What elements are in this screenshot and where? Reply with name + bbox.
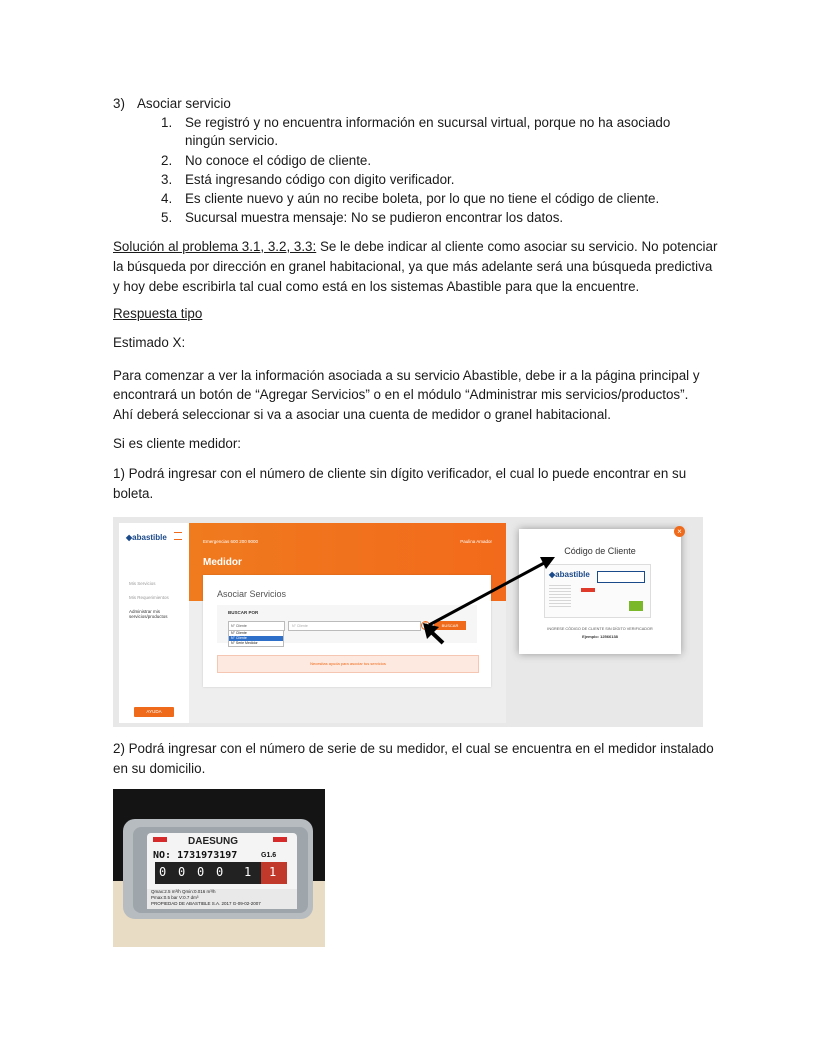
meter-digit: 0 xyxy=(197,865,205,879)
meter-digit: 1 xyxy=(244,865,252,879)
list-item-number: 1. xyxy=(161,115,173,130)
medidor-intro: Si es cliente medidor: xyxy=(113,436,242,451)
sidebar-item-services: Mis Servicios xyxy=(129,581,156,586)
list-item: Está ingresando código con digito verificador. xyxy=(185,172,455,187)
portal-screenshot xyxy=(113,517,703,727)
meter-spec: Qmax:2.5 m³/h Qmin:0.016 m³/h xyxy=(151,889,216,894)
list-item-number: 2. xyxy=(161,153,173,168)
solution-line-3: y hoy debe escribirla tal cual como está en los sistemas Abastible para que la encuentre. xyxy=(113,279,640,294)
step-1-line: 1) Podrá ingresar con el número de cliente sin dígito verificador, el cual lo puede encontrar en su xyxy=(113,466,687,481)
meter-model: G1.6 xyxy=(261,852,277,859)
dropdown-option: N° Cliente xyxy=(229,636,283,641)
step-2-line: en su domicilio. xyxy=(113,761,206,776)
sidebar-item-requests: Mis Requerimientos xyxy=(129,595,169,600)
meter-digit: 0 xyxy=(159,865,167,879)
section-title: Asociar servicio xyxy=(137,96,231,111)
close-icon: × xyxy=(674,526,685,537)
response-heading: Respuesta tipo xyxy=(113,306,203,321)
list-item-number: 5. xyxy=(161,210,173,225)
response-paragraph-line: encontrará un botón de “Agregar Servicios” o en el módulo “Administrar mis servicios/productos”. xyxy=(113,387,689,402)
list-item-continued: ningún servicio. xyxy=(185,133,279,148)
list-item: Se registró y no encuentra información en sucursal virtual, porque no ha asociado xyxy=(185,115,671,130)
card-title: Asociar Servicios xyxy=(217,589,287,599)
meter-digit: 0 xyxy=(178,865,186,879)
solution-label: Solución al problema 3.1, 3.2, 3.3: xyxy=(113,239,317,254)
filter-label: BUSCAR POR xyxy=(228,610,259,615)
meter-spec: Pmax:0.5 bar V:0.7 dm³ xyxy=(151,895,199,900)
step-2-line: 2) Podrá ingresar con el número de serie de su medidor, el cual se encuentra en el medidor instalado xyxy=(113,741,714,756)
page-title: Medidor xyxy=(203,557,242,568)
phone-number: Emergencias 600 200 9000 xyxy=(203,539,259,544)
client-number-input: N° Cliente xyxy=(288,621,421,631)
list-item-number: 4. xyxy=(161,191,173,206)
response-greeting: Estimado X: xyxy=(113,335,186,350)
modal-hint: INGRESE CÓDIGO DE CLIENTE SIN DÍGITO VERIFICADOR xyxy=(547,627,653,631)
meter-digit: 0 xyxy=(216,865,224,879)
meter-photo xyxy=(113,789,325,947)
meter-brand: DAESUNG xyxy=(188,836,239,847)
section-number: 3) xyxy=(113,96,125,111)
solution-text: Se le debe indicar al cliente como asociar su servicio. No potenciar xyxy=(316,239,718,254)
user-name: Paulina Amador xyxy=(460,539,492,544)
list-item-number: 3. xyxy=(161,172,173,187)
modal-example: Ejemplo: 12566138 xyxy=(582,634,618,639)
solution-line-2: la búsqueda por dirección en granel habitacional, ya que más adelante será una búsqueda predictiva xyxy=(113,259,713,274)
solution-line-1 xyxy=(113,237,717,256)
modal-title: Código de Cliente xyxy=(564,546,636,556)
list-item: Es cliente nuevo y aún no recibe boleta, por lo que no tiene el código de cliente. xyxy=(185,191,660,206)
search-button: BUSCAR xyxy=(434,621,466,630)
response-paragraph-line: Para comenzar a ver la información asociada a su servicio Abastible, debe ir a la página principal y xyxy=(113,368,700,383)
abastible-logo: ◆abastible xyxy=(126,533,167,542)
response-paragraph-line: Ahí deberá seleccionar si va a asociar una cuenta de medidor o granel habitacional. xyxy=(113,407,611,422)
meter-serial: NO: 1731973197 xyxy=(153,850,238,861)
pointer-arrow xyxy=(113,517,703,727)
sidebar-item-manage: Administrar mis servicios/productos xyxy=(129,609,168,619)
search-type-select: N° Cliente xyxy=(228,621,285,631)
dropdown-option: N° Serie Medidor xyxy=(231,641,258,645)
meter-owner: PROPIEDAD DE ABASTIBLE S.A. 2017 G-09-02-2007 xyxy=(151,901,261,906)
step-1-line: boleta. xyxy=(113,486,154,501)
list-item: Sucursal muestra mensaje: No se pudieron encontrar los datos. xyxy=(185,210,564,225)
dropdown-option: N° Cliente xyxy=(231,631,247,635)
bill-logo: ◆abastible xyxy=(549,570,590,579)
list-item: No conoce el código de cliente. xyxy=(185,153,372,168)
help-button: AYUDA xyxy=(134,707,174,717)
help-notice: Necesitas ayuda para asociar tus servicios xyxy=(217,655,479,673)
meter-digit: 1 xyxy=(269,865,277,879)
